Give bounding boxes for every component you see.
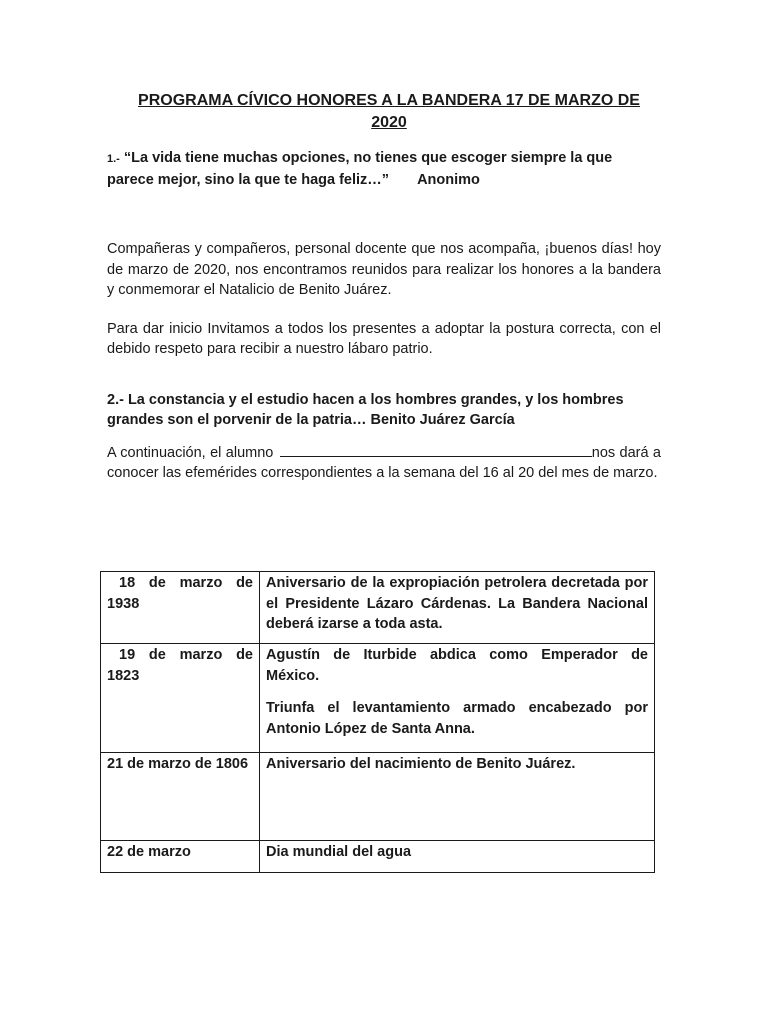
quote-benito-juarez: 2.- La constancia y el estudio hacen a los hombres grandes, y los hombres grandes son el porvenir de la patria… Benito Juárez García bbox=[107, 391, 624, 428]
student-name-blank bbox=[280, 443, 592, 457]
table-row bbox=[101, 841, 655, 873]
posture-paragraph: Para dar inicio Invitamos a todos los presentes a adoptar la postura correcta, con el debido respeto para recibir a nuestro lábaro patrio. bbox=[107, 320, 661, 357]
quote-text: “La vida tiene muchas opciones, no tienes que escoger siempre la que parece mejor, sino la que te haga feliz…” bbox=[107, 150, 613, 188]
event-text: Triunfa el levantamiento armado encabezado por Antonio López de Santa Anna. bbox=[266, 700, 648, 737]
event-text: Aniversario de la expropiación petrolera decretada por el Presidente Lázaro Cárdenas. La Bandera Nacional deberá izarse a toda asta. bbox=[266, 575, 648, 632]
table-row bbox=[101, 753, 655, 841]
efemeride-event bbox=[260, 841, 655, 873]
quote-number: 1.- bbox=[107, 153, 120, 165]
efemeride-date: 19 de marzo de 1823 bbox=[101, 644, 260, 753]
efemerides-intro-paragraph bbox=[107, 443, 661, 484]
event-text: Aniversario del nacimiento de Benito Juárez. bbox=[266, 756, 576, 772]
title-line-2: 2020 bbox=[371, 114, 407, 131]
efemeride-date: 21 de marzo de 1806 bbox=[101, 753, 260, 841]
greeting-paragraph: Compañeras y compañeros, personal docente que nos acompaña, ¡buenos días! hoy de marzo de 2020, nos encontramos reunidos para realizar los honores a la bandera y conmemorar el Natalicio de Benito Juárez. bbox=[107, 241, 661, 298]
efemeride-event bbox=[260, 644, 655, 753]
efemerides-table bbox=[100, 571, 655, 873]
title-line-1: PROGRAMA CÍVICO HONORES A LA BANDERA 17 DE MARZO DE bbox=[138, 92, 640, 109]
event-text: Dia mundial del agua bbox=[266, 844, 412, 860]
quote-author: Anonimo bbox=[417, 172, 480, 188]
intro-text-after: nos dará a conocer las efemérides correspondientes a la semana del 16 al 20 del mes de marzo. bbox=[107, 444, 662, 481]
table-row bbox=[101, 572, 655, 644]
document-page bbox=[107, 90, 661, 484]
page-title bbox=[107, 90, 661, 134]
efemeride-event bbox=[260, 572, 655, 644]
efemeride-event bbox=[260, 753, 655, 841]
quote-anonimo bbox=[107, 148, 661, 191]
intro-text-before: A continuación, el alumno bbox=[107, 444, 274, 461]
table-row bbox=[101, 644, 655, 753]
efemeride-date: 18 de marzo de 1938 bbox=[101, 572, 260, 644]
efemeride-date: 22 de marzo bbox=[101, 841, 260, 873]
event-text: Agustín de Iturbide abdica como Emperador de México. bbox=[266, 647, 648, 684]
